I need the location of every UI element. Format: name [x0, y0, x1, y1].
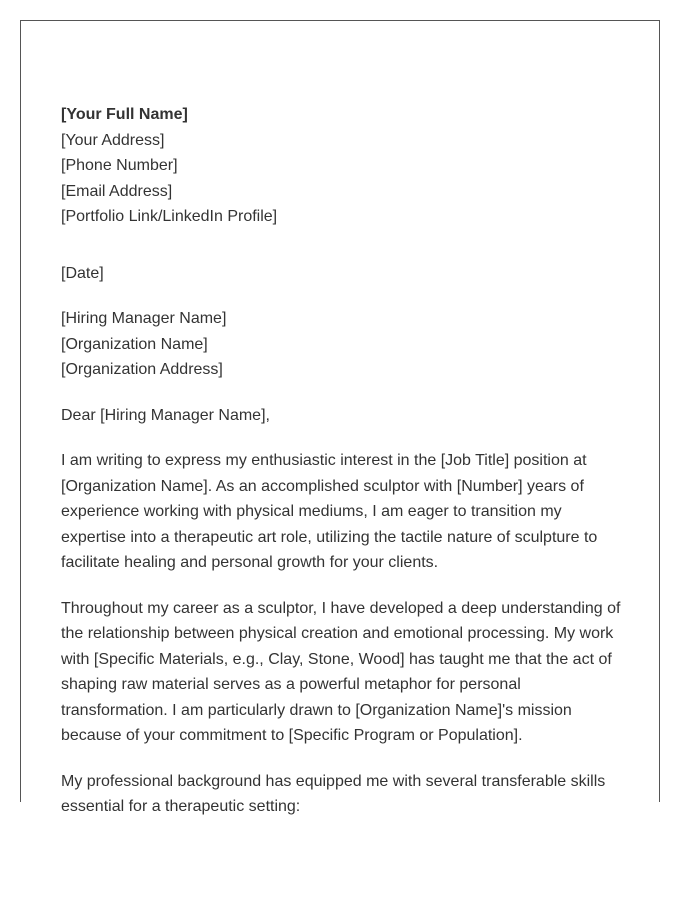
recipient-address: [Organization Address] — [61, 361, 223, 378]
letter-page — [20, 20, 660, 815]
sender-email: [Email Address] — [61, 182, 173, 200]
recipient-name: [Hiring Manager Name] — [61, 310, 227, 327]
recipient-organization: [Organization Name] — [61, 335, 208, 353]
recipient-block — [61, 306, 631, 383]
salutation: Dear [Hiring Manager Name], — [61, 406, 270, 424]
body-paragraph-2: Throughout my career as a sculptor, I have developed a deep understanding of the relationship between physical creation and emotional processing. My work with [Specific Materials, e.g., Clay, Stone, Wood] has taught me that the act of shaping raw material serves as a powerful metaphor for personal transformation. I am particularly drawn to [Organization Name]'s mission because of your commitment to [Specific Program or Population]. — [61, 599, 621, 744]
sender-name: [Your Full Name] — [61, 106, 188, 123]
letter-date: [Date] — [61, 264, 104, 282]
sender-block — [61, 102, 631, 230]
letter-content — [61, 102, 631, 820]
body-paragraph-1: I am writing to express my enthusiastic interest in the [Job Title] position at [Organization Name]. As an accomplished sculptor with [Number] years of experience working with physical mediums, I am eager to transition my expertise into a therapeutic art role, utilizing the tactile nature of sculpture to facilitate healing and personal growth for your clients. — [61, 452, 598, 571]
sender-phone: [Phone Number] — [61, 157, 178, 174]
sender-portfolio: [Portfolio Link/LinkedIn Profile] — [61, 208, 278, 225]
sender-address: [Your Address] — [61, 131, 165, 149]
body-paragraph-3: My professional background has equipped me with several transferable skills essential for a therapeutic setting: — [61, 772, 606, 815]
